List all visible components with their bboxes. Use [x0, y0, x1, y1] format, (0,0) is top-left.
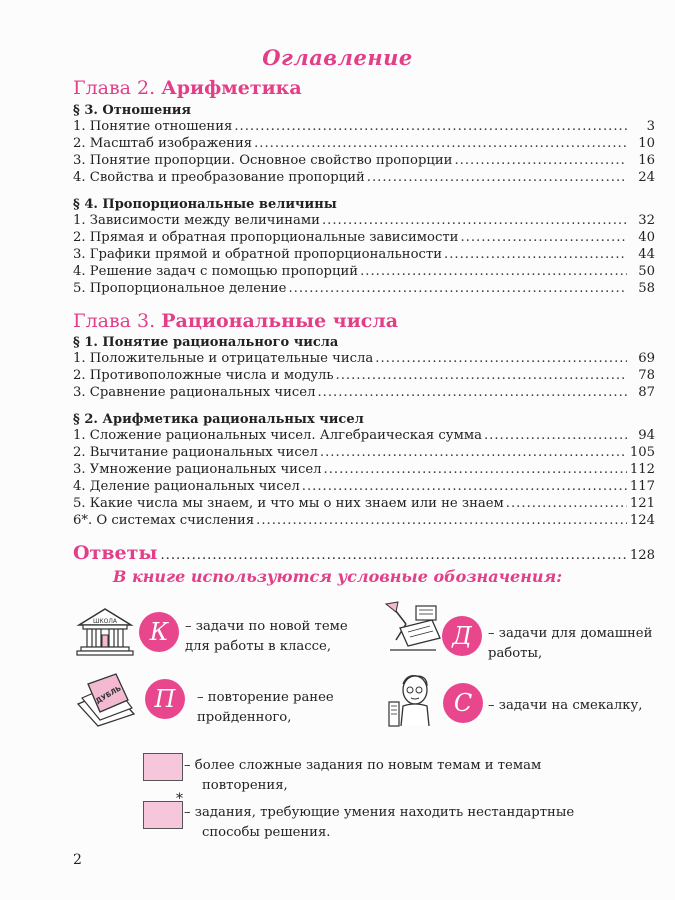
toc-item-page: 16	[638, 153, 655, 168]
difficult-task-box	[143, 753, 183, 781]
legend-k-line1: – задачи по новой теме	[185, 619, 348, 634]
dot-leader	[460, 230, 627, 245]
toc-item-label: 2. Масштаб изображения	[73, 136, 253, 151]
toc-item-label: 5. Какие числа мы знаем, и что мы о них знаем или не знаем	[73, 496, 504, 511]
toc-item-page: 112	[629, 462, 655, 477]
toc-item[interactable]	[73, 513, 655, 530]
legend-d-text	[488, 624, 652, 664]
toc-item-page: 69	[638, 351, 655, 366]
toc-answers[interactable]	[73, 542, 655, 564]
toc-item[interactable]	[73, 213, 655, 230]
dot-leader	[254, 136, 627, 151]
toc-item-label: 3. Понятие пропорции. Основное свойство пропорции	[73, 153, 453, 168]
toc-item-label: 2. Вычитание рациональных чисел	[73, 445, 318, 460]
books-icon	[74, 670, 138, 728]
badge-c: С	[443, 683, 483, 723]
chapter-3-name: Рациональные числа	[161, 310, 399, 332]
section-title: § 4. Пропорциональные величины	[73, 197, 337, 212]
chapter-3-prefix: Глава 3.	[73, 310, 156, 332]
toc-item-label: 3. Умножение рациональных чисел	[73, 462, 322, 477]
toc-item-label: 1. Положительные и отрицательные числа	[73, 351, 374, 366]
dot-leader	[317, 385, 627, 400]
dot-leader	[324, 462, 627, 477]
legend-p-line2: пройденного,	[197, 710, 292, 725]
dot-leader	[288, 281, 627, 296]
toc-item[interactable]	[73, 445, 655, 462]
toc-item-page: 117	[629, 479, 655, 494]
legend-box1-text	[184, 756, 584, 796]
dot-leader	[160, 548, 626, 563]
toc-item-label: 2. Противоположные числа и модуль	[73, 368, 334, 383]
dot-leader	[484, 428, 627, 443]
toc-item[interactable]	[73, 230, 655, 247]
toc-item-label: 4. Свойства и преобразование пропорций	[73, 170, 365, 185]
toc-item-page: 121	[629, 496, 655, 511]
toc-item-page: 44	[638, 247, 655, 262]
legend-title: В книге используются условные обозначения:	[112, 567, 563, 586]
toc-item[interactable]	[73, 119, 655, 136]
section-title: § 3. Отношения	[73, 103, 191, 118]
desk-lamp-icon	[384, 600, 442, 656]
toc-item-page: 3	[646, 119, 655, 134]
toc-item-label: 1. Сложение рациональных чисел. Алгебраическая сумма	[73, 428, 482, 443]
answers-page: 128	[629, 548, 655, 563]
chapter-3-heading	[73, 310, 398, 332]
toc-item-label: 2. Прямая и обратная пропорциональные зависимости	[73, 230, 459, 245]
school-sign-text: ШКОЛА	[92, 618, 118, 625]
chapter-2-name: Арифметика	[161, 77, 302, 99]
toc-item[interactable]	[73, 368, 655, 385]
toc-item[interactable]	[73, 264, 655, 281]
toc-item[interactable]	[73, 247, 655, 264]
legend-box1-line2: повторения,	[202, 778, 288, 793]
toc-item[interactable]	[73, 496, 655, 513]
chapter-2-heading	[73, 77, 302, 99]
toc-item[interactable]	[73, 428, 655, 445]
school-building-icon	[75, 605, 135, 657]
legend-p-text	[197, 688, 334, 728]
dot-leader	[454, 153, 627, 168]
dot-leader	[336, 368, 627, 383]
dot-leader	[320, 445, 627, 460]
toc-item-page: 32	[638, 213, 655, 228]
toc-item-label: 3. Графики прямой и обратной пропорциональности	[73, 247, 443, 262]
toc-item[interactable]	[73, 281, 655, 298]
toc-item-label: 3. Сравнение рациональных чисел	[73, 385, 316, 400]
asterisk-mark: *	[176, 791, 183, 807]
toc-item-page: 58	[638, 281, 655, 296]
dot-leader	[375, 351, 627, 366]
toc-item[interactable]	[73, 170, 655, 187]
legend-k-text	[185, 617, 348, 657]
legend-p-line1: – повторение ранее	[197, 690, 334, 705]
thinking-person-icon	[385, 672, 441, 728]
toc-item-page: 10	[638, 136, 655, 151]
page-title: Оглавление	[262, 45, 413, 70]
dot-leader	[256, 513, 627, 528]
dot-leader	[367, 170, 627, 185]
badge-k: К	[139, 612, 179, 652]
legend-c-text	[488, 696, 643, 716]
toc-item-page: 40	[638, 230, 655, 245]
badge-p: П	[145, 679, 185, 719]
toc-item-page: 87	[638, 385, 655, 400]
legend-box2-text	[184, 803, 594, 843]
legend-k-line2: для работы в классе,	[185, 639, 332, 654]
book-cover-text: ДУБЛЬ	[94, 684, 123, 706]
toc-item-label: 6*. О системах счисления	[73, 513, 255, 528]
dot-leader	[506, 496, 627, 511]
toc-item[interactable]	[73, 153, 655, 170]
legend-box2-line1: – задания, требующие умения находить нестандартные	[184, 805, 575, 820]
toc-item-label: 4. Деление рациональных чисел	[73, 479, 300, 494]
toc-item[interactable]	[73, 351, 655, 368]
section-title: § 1. Понятие рационального числа	[73, 335, 339, 350]
dot-leader	[302, 479, 627, 494]
dot-leader	[360, 264, 627, 279]
dot-leader	[322, 213, 627, 228]
toc-item[interactable]	[73, 462, 655, 479]
toc-item-page: 24	[638, 170, 655, 185]
dot-leader	[234, 119, 627, 134]
toc-item-label: 1. Понятие отношения	[73, 119, 233, 134]
page-number: 2	[73, 852, 82, 868]
toc-item[interactable]	[73, 479, 655, 496]
legend-d-line2: работы,	[488, 646, 543, 661]
toc-item-label: 1. Зависимости между величинами	[73, 213, 320, 228]
toc-item-page: 94	[638, 428, 655, 443]
legend-d-line1: – задачи для домашней	[488, 626, 653, 641]
toc-item-label: 4. Решение задач с помощью пропорций	[73, 264, 359, 279]
dot-leader	[444, 247, 627, 262]
chapter-2-prefix: Глава 2.	[73, 77, 156, 99]
answers-label: Ответы	[73, 542, 158, 564]
toc-item-page: 78	[638, 368, 655, 383]
section-title: § 2. Арифметика рациональных чисел	[73, 412, 364, 427]
toc-item-page: 105	[629, 445, 655, 460]
legend-box1-line1: – более сложные задания по новым темам и темам	[184, 758, 542, 773]
badge-d: Д	[442, 616, 482, 656]
legend-c-line1: – задачи на смекалку,	[488, 698, 643, 713]
toc-item-label: 5. Пропорциональное деление	[73, 281, 287, 296]
toc-item-page: 124	[629, 513, 655, 528]
toc-item[interactable]	[73, 385, 655, 402]
legend-box2-line2: способы решения.	[202, 825, 331, 840]
toc-item-page: 50	[638, 264, 655, 279]
toc-item[interactable]	[73, 136, 655, 153]
